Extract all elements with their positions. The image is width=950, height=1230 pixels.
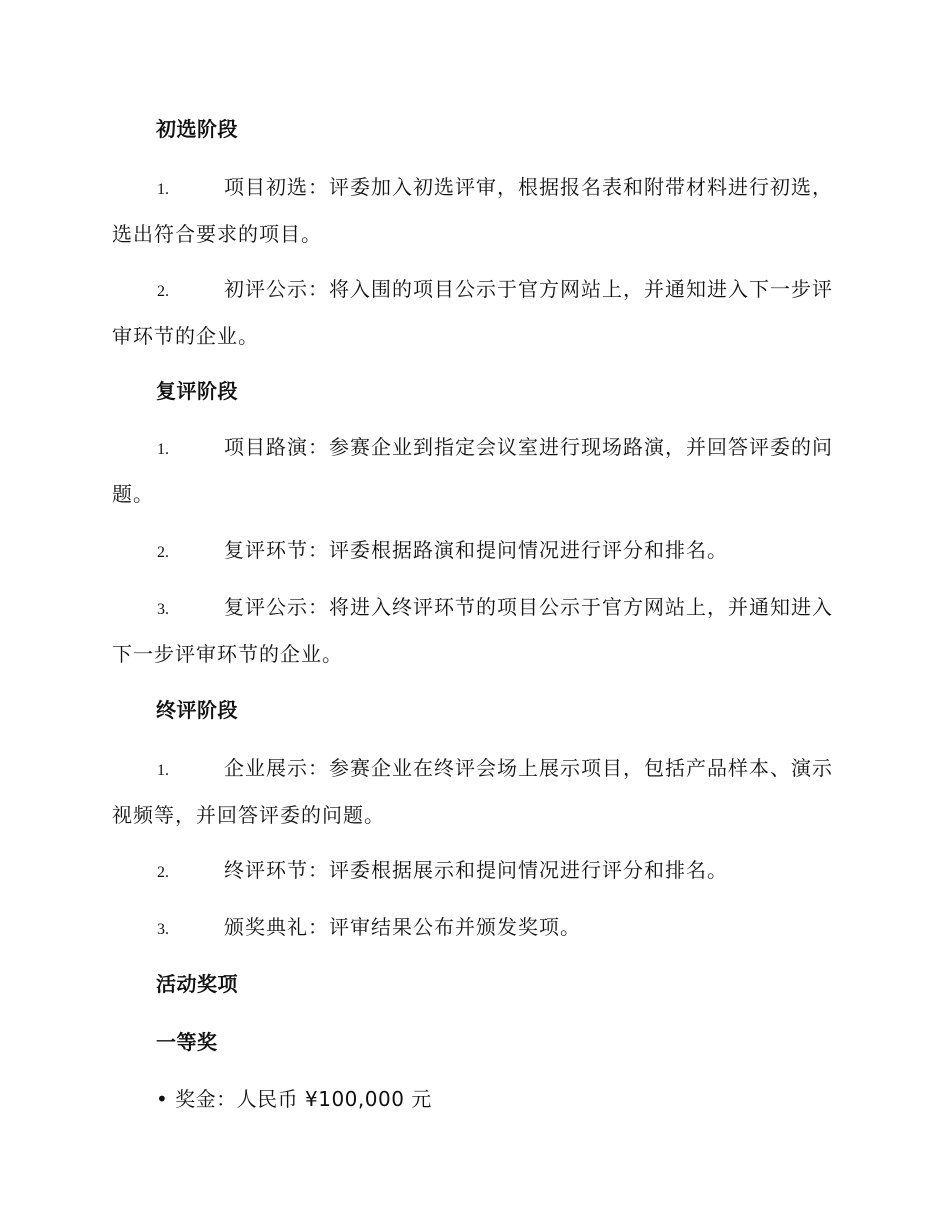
list-item-second-3 bbox=[112, 585, 834, 676]
list-number: 1. bbox=[157, 181, 169, 198]
list-number: 3. bbox=[157, 921, 169, 938]
list-item-text: 项目路演：参赛企业到指定会议室进行现场路演，并回答评委的问题。 bbox=[112, 435, 833, 506]
list-item-text: 项目初选：评委加入初选评审，根据报名表和附带材料进行初选，选出符合要求的项目。 bbox=[112, 175, 833, 246]
section-heading-prelim: 初选阶段 bbox=[156, 117, 238, 141]
list-item-final-3 bbox=[112, 905, 834, 952]
list-item-text: 颁奖典礼：评审结果公布并颁发奖项。 bbox=[224, 915, 581, 939]
list-item-text: 终评环节：评委根据展示和提问情况进行评分和排名。 bbox=[224, 858, 728, 882]
list-item-prelim-1 bbox=[112, 165, 834, 256]
list-number: 2. bbox=[157, 283, 169, 300]
list-item-text: 企业展示：参赛企业在终评会场上展示项目，包括产品样本、演示视频等，并回答评委的问题。 bbox=[112, 756, 833, 827]
list-item-text: 初评公示：将入围的项目公示于官方网站上，并通知进入下一步评审环节的企业。 bbox=[112, 277, 833, 348]
section-heading-awards: 活动奖项 bbox=[156, 972, 238, 996]
list-item-text: 复评环节：评委根据路演和提问情况进行评分和排名。 bbox=[224, 538, 728, 562]
prize-amount-bullet: • 奖金：人民币 ¥100,000 元 bbox=[156, 1087, 432, 1111]
list-number: 1. bbox=[157, 762, 169, 779]
list-number: 2. bbox=[157, 544, 169, 561]
list-number: 3. bbox=[157, 601, 169, 618]
list-item-prelim-2 bbox=[112, 267, 834, 358]
subheading-first-prize: 一等奖 bbox=[156, 1030, 218, 1054]
list-item-final-2 bbox=[112, 848, 834, 895]
list-item-final-1 bbox=[112, 746, 834, 837]
list-item-second-1 bbox=[112, 425, 834, 516]
list-number: 2. bbox=[157, 864, 169, 881]
list-item-text: 复评公示：将进入终评环节的项目公示于官方网站上，并通知进入下一步评审环节的企业。 bbox=[112, 595, 833, 666]
list-item-second-2 bbox=[112, 528, 834, 575]
section-heading-final: 终评阶段 bbox=[156, 698, 238, 722]
list-number: 1. bbox=[157, 441, 169, 458]
section-heading-second: 复评阶段 bbox=[156, 379, 238, 403]
